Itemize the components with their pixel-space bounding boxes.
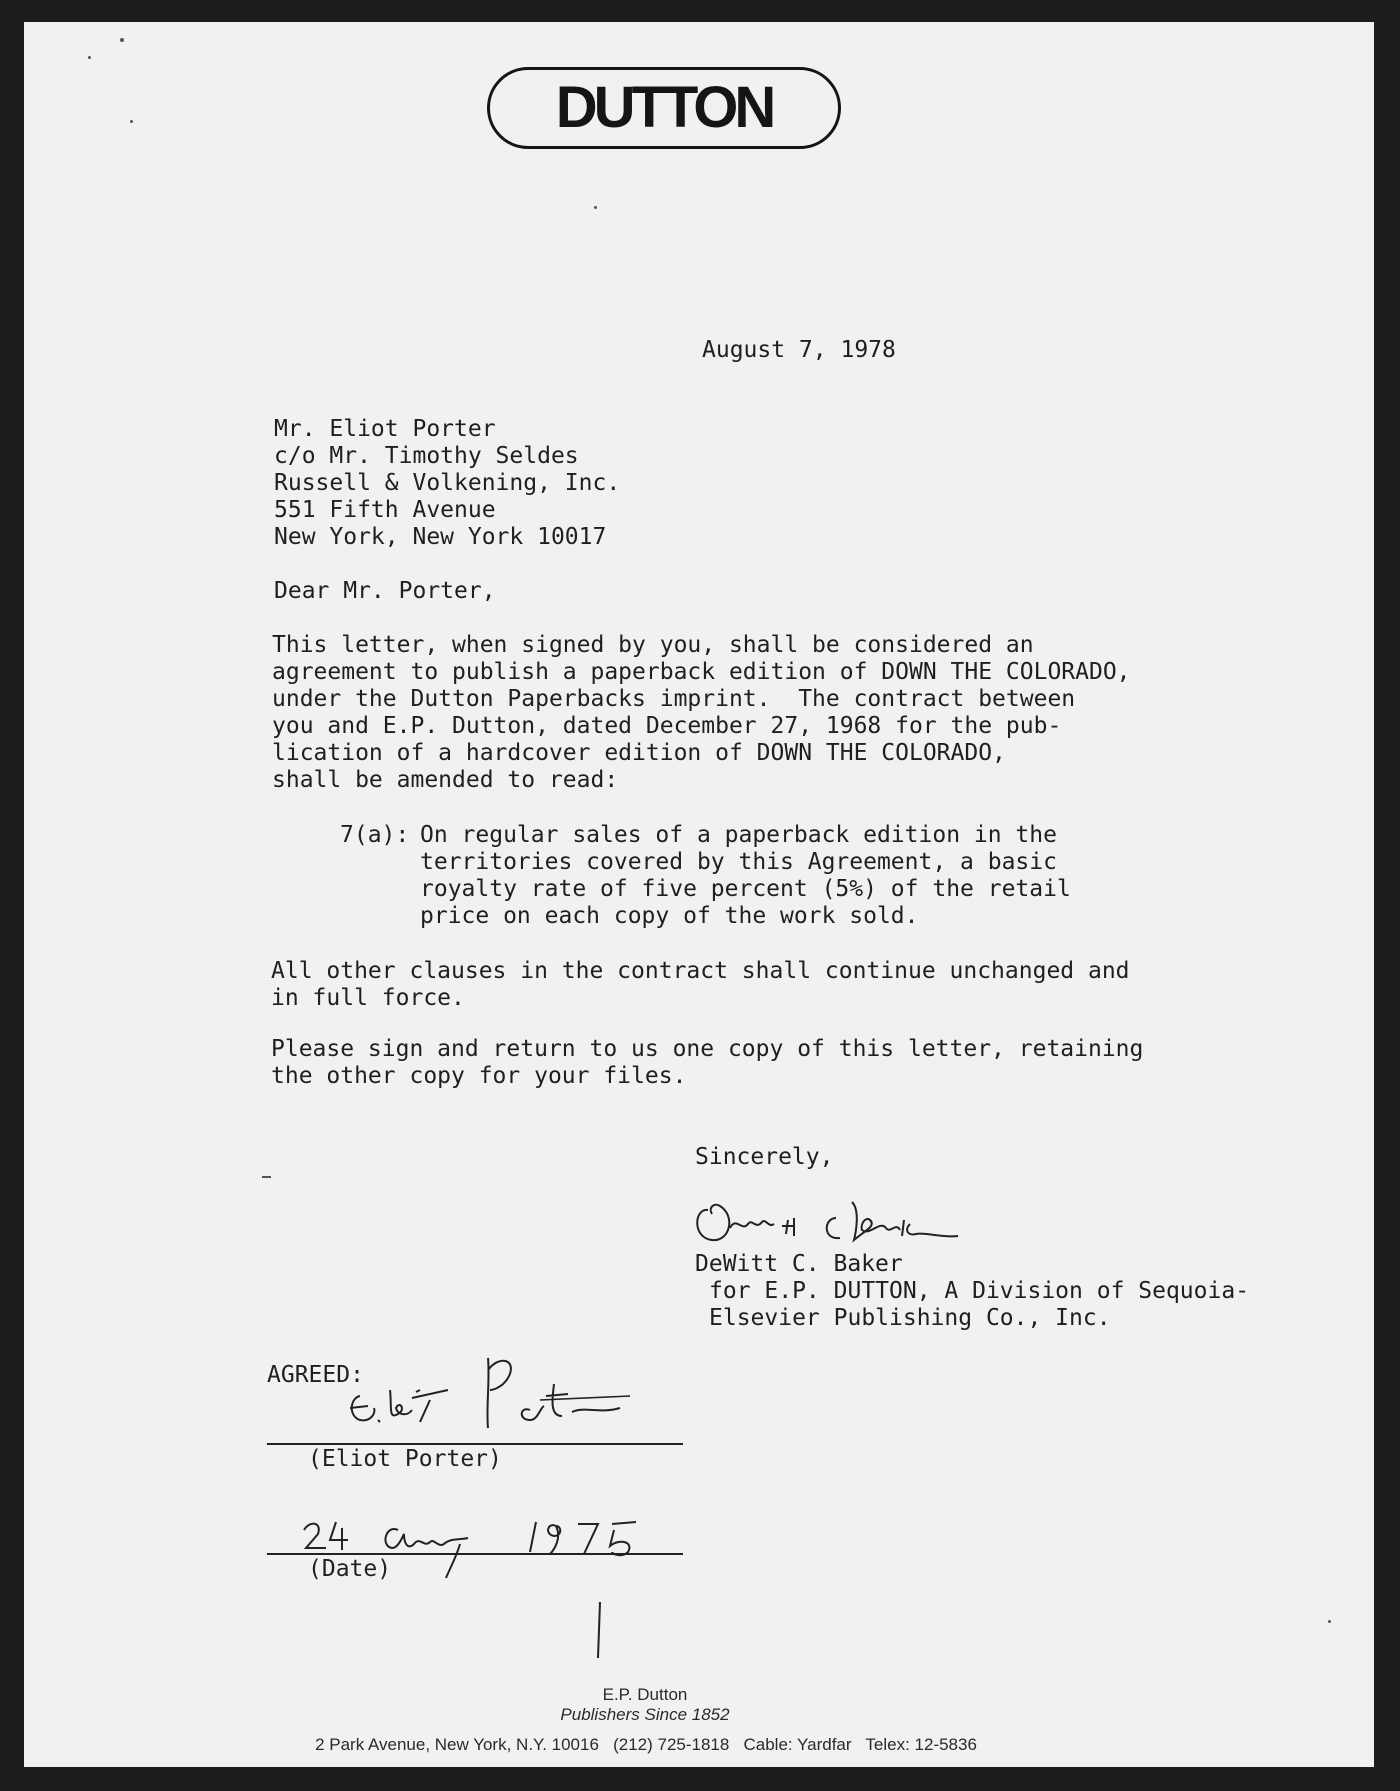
letter-date: August 7, 1978 [702,337,896,363]
clause-line: royalty rate of five percent (5%) of the retail [420,876,1071,902]
paper-speck [1328,1620,1331,1623]
recipient-line: Mr. Eliot Porter [274,416,496,442]
body-line: in full force. [271,985,465,1011]
paper-speck [130,120,133,123]
signer-name: DeWitt C. Baker [695,1251,903,1277]
porter-name-caption: (Eliot Porter) [308,1446,502,1472]
clause-line: territories covered by this Agreement, a basic [420,849,1057,875]
date-line [267,1553,683,1555]
dutton-logo [487,67,841,149]
body-line: This letter, when signed by you, shall be considered an [272,632,1034,658]
clause-line: On regular sales of a paperback edition in the [420,822,1057,848]
clause-line: price on each copy of the work sold. [420,903,919,929]
recipient-line: 551 Fifth Avenue [274,497,496,523]
porter-signature [340,1350,640,1445]
closing: Sincerely, [695,1144,834,1170]
signer-title-line: Elsevier Publishing Co., Inc. [709,1305,1111,1331]
footer-address: 2 Park Avenue, New York, N.Y. 10016 (212) 725-1818 Cable: Yardfar Telex: 12-5836 [315,1735,977,1754]
date-caption: (Date) [308,1556,392,1582]
signature-line [267,1443,683,1445]
signer-title-line: for E.P. DUTTON, A Division of Sequoia- [709,1278,1250,1304]
paper-speck [594,206,597,209]
clause-number: 7(a): [340,822,410,848]
paper-speck [120,38,124,42]
footer-company: E.P. Dutton [602,1685,688,1704]
body-line: you and E.P. Dutton, dated December 27, 1968 for the pub- [272,713,1062,739]
paper-speck [88,56,91,59]
body-line: shall be amended to read: [272,767,619,793]
pencil-mark [590,1600,610,1662]
logo-text: DUTTON [555,75,773,140]
body-line: the other copy for your files. [271,1063,687,1089]
recipient-line: New York, New York 10017 [274,524,607,550]
recipient-line: Russell & Volkening, Inc. [274,470,621,496]
baker-signature [690,1180,990,1260]
footer-tagline: Publishers Since 1852 [560,1705,730,1724]
body-line: All other clauses in the contract shall continue unchanged and [271,958,1130,984]
recipient-line: c/o Mr. Timothy Seldes [274,443,579,469]
body-line: Please sign and return to us one copy of this letter, retaining [271,1036,1144,1062]
paper-speck [262,1176,271,1178]
salutation: Dear Mr. Porter, [274,578,496,604]
body-line: under the Dutton Paperbacks imprint. The contract between [272,686,1076,712]
agreed-label: AGREED: [267,1362,364,1388]
body-line: lication of a hardcover edition of DOWN THE COLORADO, [272,740,1006,766]
body-line: agreement to publish a paperback edition of DOWN THE COLORADO, [272,659,1131,685]
